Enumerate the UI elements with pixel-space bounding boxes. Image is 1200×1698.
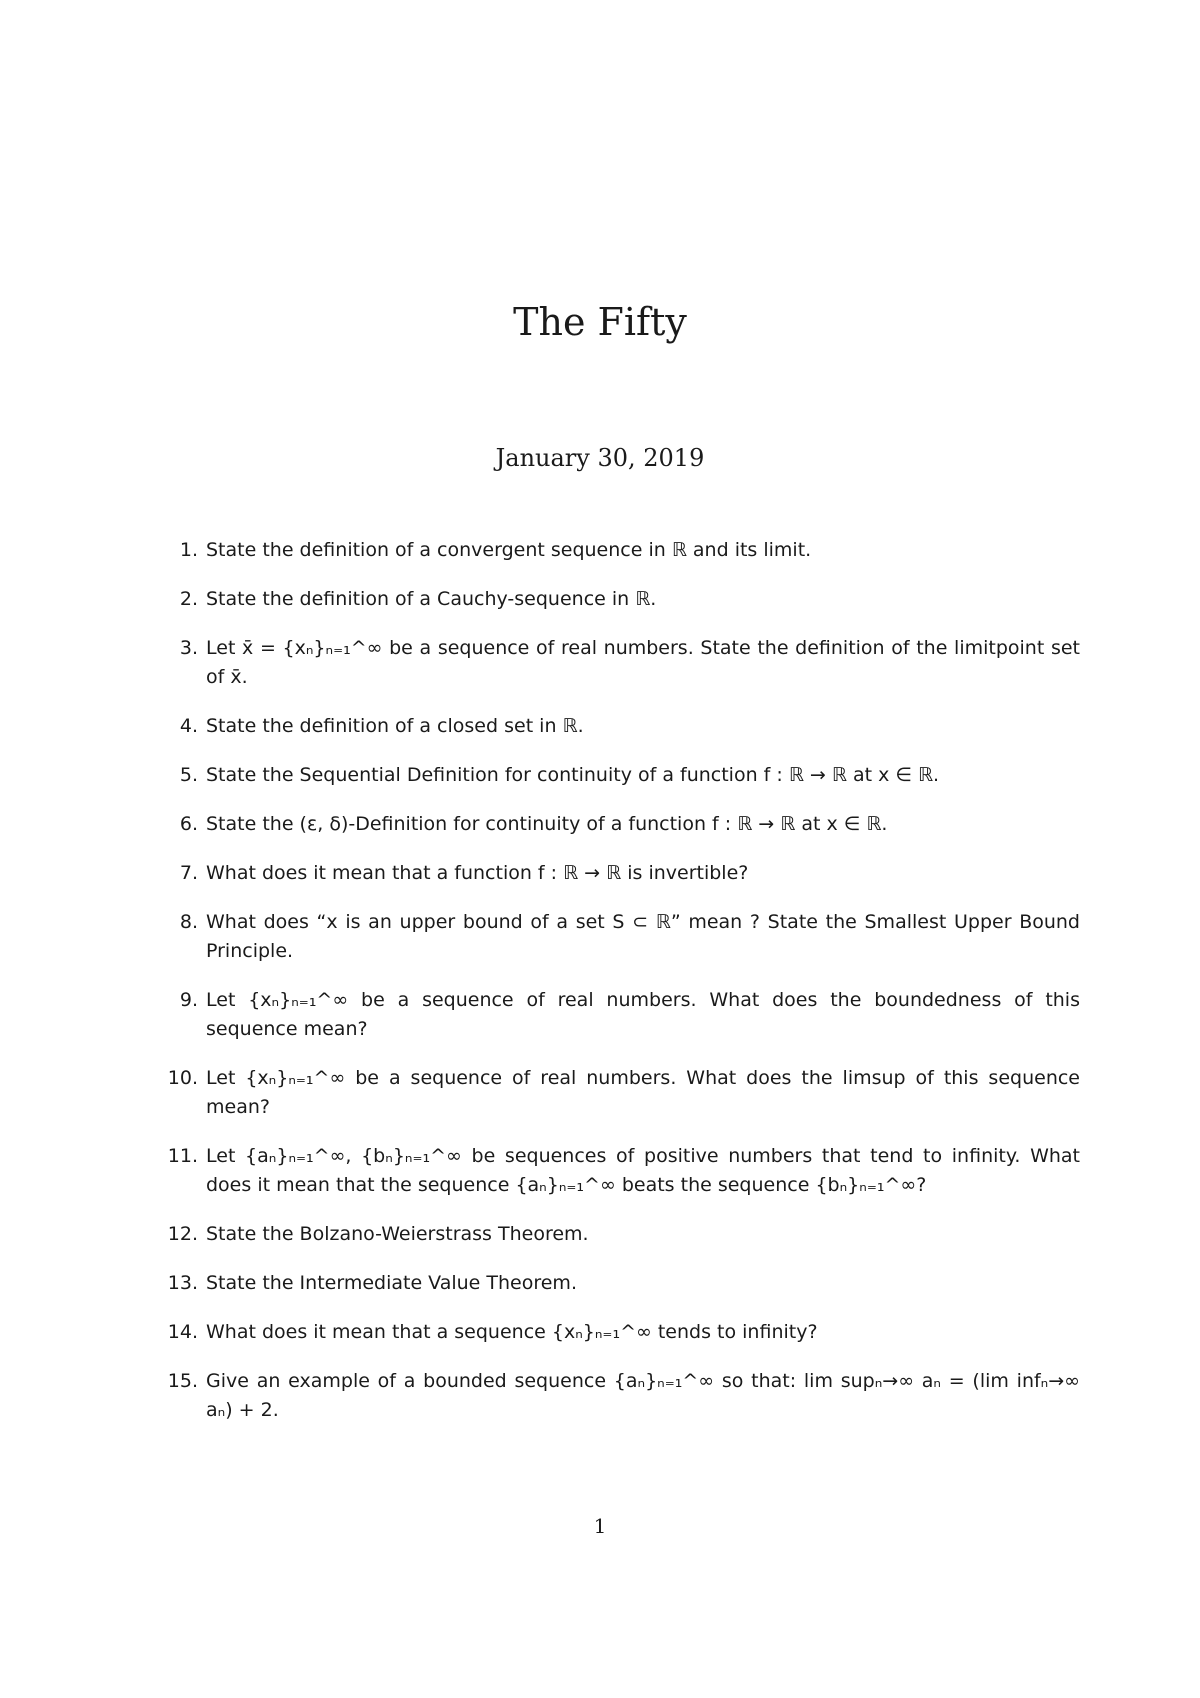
- question-item: [179, 908, 1080, 966]
- question-number: 2.: [179, 588, 198, 610]
- question-text: State the definition of a Cauchy-sequence in ℝ.: [206, 588, 657, 610]
- question-number: 14.: [167, 1321, 198, 1343]
- document-title: The Fifty: [513, 300, 687, 344]
- question-text: What does it mean that a sequence {xₙ}ₙ₌₁^∞ tends to infinity?: [206, 1321, 818, 1343]
- question-number: 12.: [167, 1223, 198, 1245]
- question-number: 4.: [179, 715, 198, 737]
- question-number: 1.: [179, 539, 198, 561]
- question-item: [179, 859, 1080, 888]
- question-text: Let {xₙ}ₙ₌₁^∞ be a sequence of real numbers. What does the limsup of this sequence mean?: [206, 1067, 1080, 1118]
- question-item: [179, 634, 1080, 692]
- question-text: Let {aₙ}ₙ₌₁^∞, {bₙ}ₙ₌₁^∞ be sequences of positive numbers that tend to infinity. What does it mean that the sequence {aₙ}ₙ₌₁^∞ beats the sequence {bₙ}ₙ₌₁^∞?: [206, 1145, 1080, 1196]
- question-text: State the Sequential Definition for continuity of a function f : ℝ → ℝ at x ∈ ℝ.: [206, 764, 940, 786]
- question-number: 13.: [167, 1272, 198, 1294]
- question-text: State the definition of a closed set in ℝ.: [206, 715, 584, 737]
- question-number: 3.: [179, 637, 198, 659]
- question-text: State the Intermediate Value Theorem.: [206, 1272, 577, 1294]
- question-text: State the (ε, δ)-Definition for continuity of a function f : ℝ → ℝ at x ∈ ℝ.: [206, 813, 888, 835]
- question-item: [167, 1367, 1080, 1425]
- question-item: [167, 1220, 1080, 1249]
- question-item: [179, 761, 1080, 790]
- question-number: 8.: [179, 911, 198, 933]
- question-item: [179, 986, 1080, 1044]
- document-date: January 30, 2019: [495, 444, 705, 472]
- page-number: 1: [593, 1514, 607, 1538]
- question-text: What does it mean that a function f : ℝ → ℝ is invertible?: [206, 862, 749, 884]
- question-number: 9.: [179, 989, 198, 1011]
- question-item: [179, 712, 1080, 741]
- question-item: [179, 585, 1080, 614]
- question-number: 10.: [167, 1067, 198, 1089]
- question-item: [167, 1318, 1080, 1347]
- question-number: 5.: [179, 764, 198, 786]
- question-text: Give an example of a bounded sequence {aₙ}ₙ₌₁^∞ so that: lim supₙ→∞ aₙ = (lim infₙ→∞ aₙ) + 2.: [206, 1370, 1080, 1421]
- question-number: 6.: [179, 813, 198, 835]
- question-text: State the definition of a convergent sequence in ℝ and its limit.: [206, 539, 812, 561]
- question-text: Let x̄ = {xₙ}ₙ₌₁^∞ be a sequence of real numbers. State the definition of the limitpoint set of x̄.: [206, 637, 1080, 688]
- question-text: Let {xₙ}ₙ₌₁^∞ be a sequence of real numbers. What does the boundedness of this sequence mean?: [206, 989, 1080, 1040]
- question-text: What does “x is an upper bound of a set S ⊂ ℝ” mean ? State the Smallest Upper Bound Principle.: [206, 911, 1080, 962]
- question-list: [167, 536, 1080, 1445]
- question-item: [179, 810, 1080, 839]
- question-item: [167, 1269, 1080, 1298]
- question-number: 11.: [167, 1145, 198, 1167]
- question-item: [167, 1064, 1080, 1122]
- question-number: 7.: [179, 862, 198, 884]
- question-number: 15.: [167, 1370, 198, 1392]
- question-item: [179, 536, 1080, 565]
- question-text: State the Bolzano-Weierstrass Theorem.: [206, 1223, 589, 1245]
- question-item: [167, 1142, 1080, 1200]
